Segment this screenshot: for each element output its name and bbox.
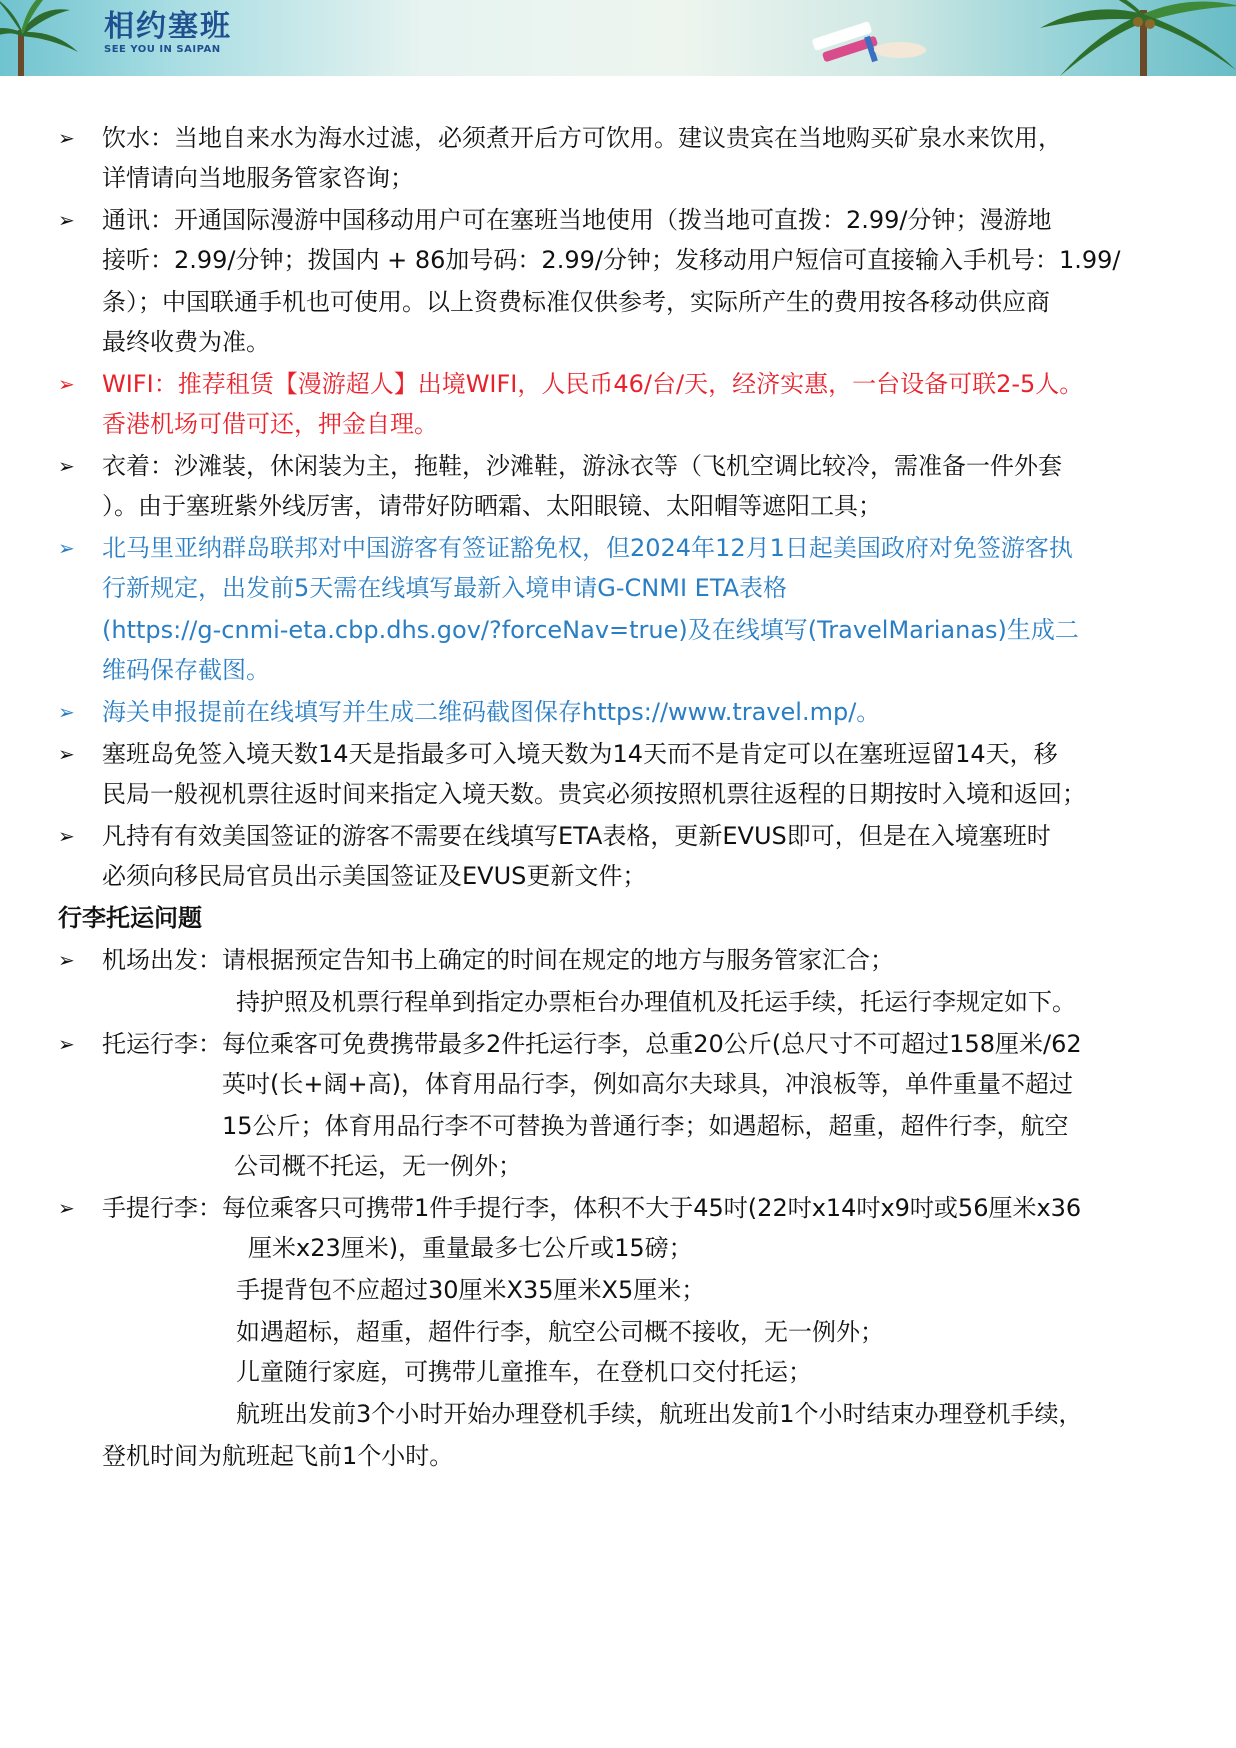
list-bullet: ➢: [58, 742, 75, 766]
logo-english-text: SEE YOU IN SAIPAN: [104, 44, 221, 55]
text-line: 厘米x23厘米)，重量最多七公斤或15磅；: [248, 1234, 693, 1262]
page-header-banner: [0, 0, 1236, 76]
text-line: 详情请向当地服务管家咨询；: [102, 164, 414, 192]
text-line: 儿童随行家庭，可携带儿童推车，在登机口交付托运；: [236, 1358, 812, 1386]
list-bullet: ➢: [58, 948, 75, 972]
site-logo: [104, 10, 232, 56]
text-line: 手提背包不应超过30厘米X35厘米X5厘米；: [236, 1276, 706, 1304]
text-line: 饮水：当地自来水为海水过滤，必须煮开后方可饮用。建议贵宾在当地购买矿泉水来饮用，: [102, 124, 1062, 152]
list-bullet: ➢: [58, 126, 75, 150]
text-line: 公司概不托运，无一例外；: [234, 1152, 522, 1180]
list-bullet: ➢: [58, 700, 75, 724]
palm-tree-left-icon: [0, 0, 78, 76]
text-line-highlight: 香港机场可借可还，押金自理。: [102, 410, 438, 438]
text-line: 机场出发：请根据预定告知书上确定的时间在规定的地方与服务管家汇合；: [102, 946, 894, 974]
list-bullet: ➢: [58, 372, 75, 396]
text-line: 最终收费为准。: [102, 328, 270, 356]
text-line: 必须向移民局官员出示美国签证及EVUS更新文件；: [102, 862, 647, 890]
text-line: 持护照及机票行程单到指定办票柜台办理值机及托运手续，托运行李规定如下。: [236, 988, 1076, 1016]
text-line-link: 海关申报提前在线填写并生成二维码截图保存https://www.travel.mp/。: [102, 698, 881, 726]
text-line: 如遇超标，超重，超件行李，航空公司概不接收，无一例外；: [236, 1318, 884, 1346]
list-bullet: ➢: [58, 824, 75, 848]
text-line-highlight: WIFI：推荐租赁【漫游超人】出境WIFI，人民币46/台/天，经济实惠，一台设备可联2-5人。: [102, 370, 1084, 398]
text-line: 衣着：沙滩装，休闲装为主，拖鞋，沙滩鞋，游泳衣等（飞机空调比较冷，需准备一件外套: [102, 452, 1062, 480]
text-line: 航班出发前3个小时开始办理登机手续，航班出发前1个小时结束办理登机手续，: [236, 1400, 1083, 1428]
list-bullet: ➢: [58, 454, 75, 478]
list-bullet: ➢: [58, 1196, 75, 1220]
text-line: 条）；中国联通手机也可使用。以上资费标准仅供参考，实际所产生的费用按各移动供应商: [102, 288, 1050, 316]
list-bullet: ➢: [58, 536, 75, 560]
text-line-link: 维码保存截图。: [102, 656, 270, 684]
text-line: 民局一般视机票往返时间来指定入境天数。贵宾必须按照机票往返程的日期按时入境和返回；: [102, 780, 1086, 808]
text-line: 塞班岛免签入境天数14天是指最多可入境天数为14天而不是肯定可以在塞班逗留14天，移: [102, 740, 1058, 768]
text-line: 通讯：开通国际漫游中国移动用户可在塞班当地使用（拨当地可直拨：2.99/分钟；漫游地: [102, 206, 1052, 234]
text-line: 接听：2.99/分钟；拨国内 + 86加号码：2.99/分钟；发移动用户短信可直接输入手机号：1.99/: [102, 246, 1121, 274]
text-line-link: 行新规定，出发前5天需在线填写最新入境申请G-CNMI ETA表格: [102, 574, 788, 602]
section-heading-baggage: 行李托运问题: [58, 904, 202, 932]
text-line: 英吋(长+阔+高)，体育用品行李，例如高尔夫球具，冲浪板等，单件重量不超过: [222, 1070, 1073, 1098]
logo-chinese-text: 相约塞班: [104, 9, 232, 44]
text-line: ）。由于塞班紫外线厉害，请带好防晒霜、太阳眼镜、太阳帽等遮阳工具；: [102, 492, 882, 520]
text-line: 登机时间为航班起飞前1个小时。: [102, 1442, 454, 1470]
text-line: 手提行李：每位乘客只可携带1件手提行李，体积不大于45吋(22吋x14吋x9吋或56厘米x36: [102, 1194, 1082, 1222]
palm-tree-right-icon: [1040, 0, 1236, 76]
text-line-link: (https://g-cnmi-eta.cbp.dhs.gov/?forceNav=true)及在线填写(TravelMarianas)生成二: [102, 616, 1079, 644]
text-line: 托运行李：每位乘客可免费携带最多2件托运行李，总重20公斤(总尺寸不可超过158厘米/62: [102, 1030, 1082, 1058]
text-line-link: 北马里亚纳群岛联邦对中国游客有签证豁免权，但2024年12月1日起美国政府对免签游客执: [102, 534, 1073, 562]
list-bullet: ➢: [58, 1032, 75, 1056]
text-line: 凡持有有效美国签证的游客不需要在线填写ETA表格，更新EVUS即可，但是在入境塞班时: [102, 822, 1051, 850]
text-line: 15公斤；体育用品行李不可替换为普通行李；如遇超标，超重，超件行李，航空: [222, 1112, 1069, 1140]
beach-chairs-icon: [812, 21, 926, 62]
list-bullet: ➢: [58, 208, 75, 232]
